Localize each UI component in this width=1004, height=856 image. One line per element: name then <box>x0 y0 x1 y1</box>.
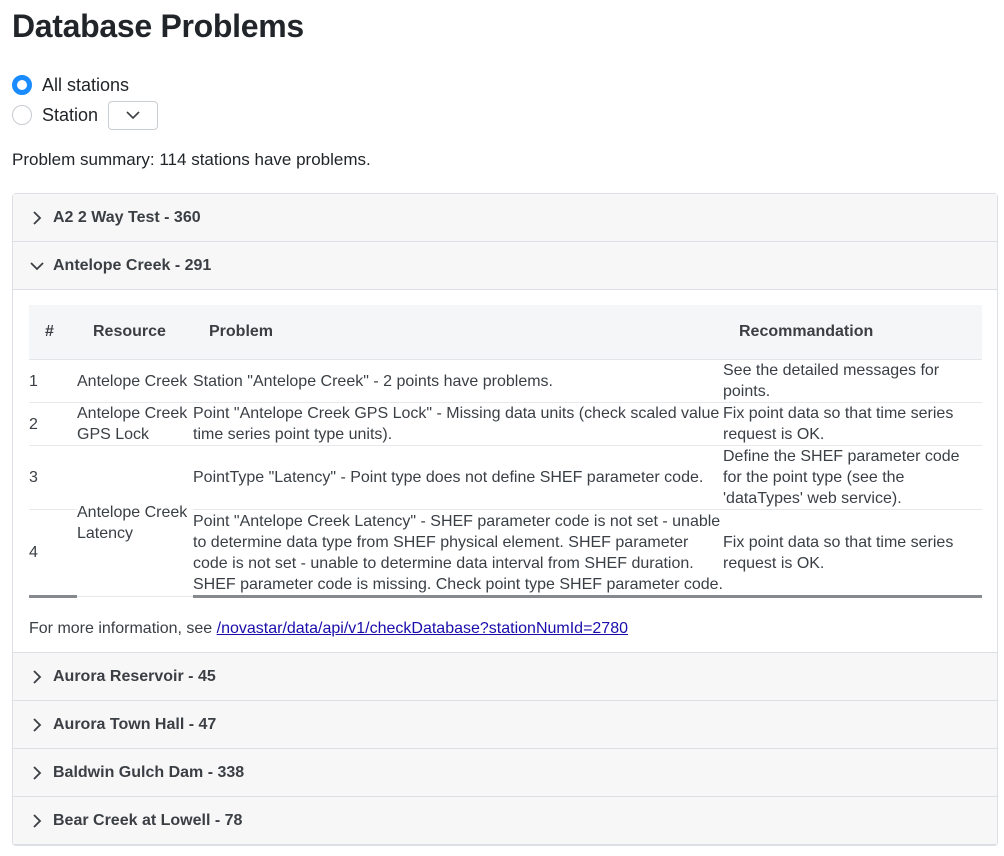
station-label: Station <box>42 104 99 125</box>
accordion-header[interactable] <box>13 653 997 701</box>
accordion-header[interactable] <box>13 749 997 797</box>
accordion-header[interactable] <box>13 194 997 242</box>
station-filter <box>12 70 998 130</box>
row-recommendation: Define the SHEF parameter code for the point type (see the 'dataTypes' web service). <box>723 446 982 510</box>
row-recommendation: See the detailed messages for points. <box>723 360 982 403</box>
accordion-header[interactable] <box>13 797 997 845</box>
page-title: Database Problems <box>12 8 304 44</box>
chevron-right-icon <box>29 669 45 685</box>
column-header: # <box>29 305 77 360</box>
row-recommendation: Fix point data so that time series request is OK. <box>723 403 982 446</box>
stations-accordion <box>12 193 998 846</box>
accordion-header-label: Aurora Town Hall - 47 <box>53 715 217 733</box>
problem-summary: Problem summary: 114 stations have problems. <box>12 150 371 169</box>
accordion-body <box>13 290 997 653</box>
accordion-header-label: Bear Creek at Lowell - 78 <box>53 811 243 829</box>
row-problem: Station "Antelope Creek" - 2 points have problems. <box>193 360 723 403</box>
accordion-header-label: Aurora Reservoir - 45 <box>53 667 216 685</box>
table-row <box>29 403 982 446</box>
row-number: 2 <box>29 403 77 446</box>
row-resource: Antelope Creek Latency <box>77 446 193 597</box>
station-option[interactable] <box>12 100 998 130</box>
problems-table <box>29 305 982 598</box>
chevron-right-icon <box>29 210 45 226</box>
row-number: 4 <box>29 510 77 597</box>
row-recommendation: Fix point data so that time series request is OK. <box>723 510 982 597</box>
chevron-right-icon <box>29 813 45 829</box>
row-number: 3 <box>29 446 77 510</box>
row-problem: Point "Antelope Creek Latency" - SHEF parameter code is not set - unable to determine data type from SHEF physical element. SHEF parameter code is not set - unable to determine data interval from SHEF duration. SHEF parameter code is missing. Check point type SHEF parameter code. <box>193 510 723 597</box>
accordion-header-expanded[interactable] <box>13 242 997 290</box>
table-row <box>29 446 982 510</box>
column-header: Recommandation <box>723 305 982 360</box>
row-problem: PointType "Latency" - Point type does not define SHEF parameter code. <box>193 446 723 510</box>
more-info <box>29 620 981 638</box>
accordion-header-label: A2 2 Way Test - 360 <box>53 208 201 226</box>
all-stations-radio[interactable] <box>12 75 32 95</box>
chevron-right-icon <box>29 765 45 781</box>
chevron-down-icon <box>126 111 140 120</box>
column-header: Problem <box>193 305 723 360</box>
station-select[interactable] <box>108 101 158 130</box>
all-stations-option[interactable] <box>12 70 998 100</box>
row-problem: Point "Antelope Creek GPS Lock" - Missing data units (check scaled value time series point type units). <box>193 403 723 446</box>
table-row <box>29 360 982 403</box>
accordion-header[interactable] <box>13 701 997 749</box>
row-number: 1 <box>29 360 77 403</box>
row-resource: Antelope Creek GPS Lock <box>77 403 193 446</box>
chevron-right-icon <box>29 717 45 733</box>
accordion-header-label: Baldwin Gulch Dam - 338 <box>53 763 245 781</box>
chevron-down-icon <box>29 258 45 274</box>
more-info-text: For more information, see <box>29 620 217 637</box>
station-radio[interactable] <box>12 105 32 125</box>
accordion-header-label: Antelope Creek - 291 <box>53 256 212 274</box>
all-stations-label: All stations <box>42 74 130 95</box>
row-resource: Antelope Creek <box>77 360 193 403</box>
check-database-link[interactable]: /novastar/data/api/v1/checkDatabase?stationNumId=2780 <box>216 620 628 637</box>
column-header: Resource <box>77 305 193 360</box>
